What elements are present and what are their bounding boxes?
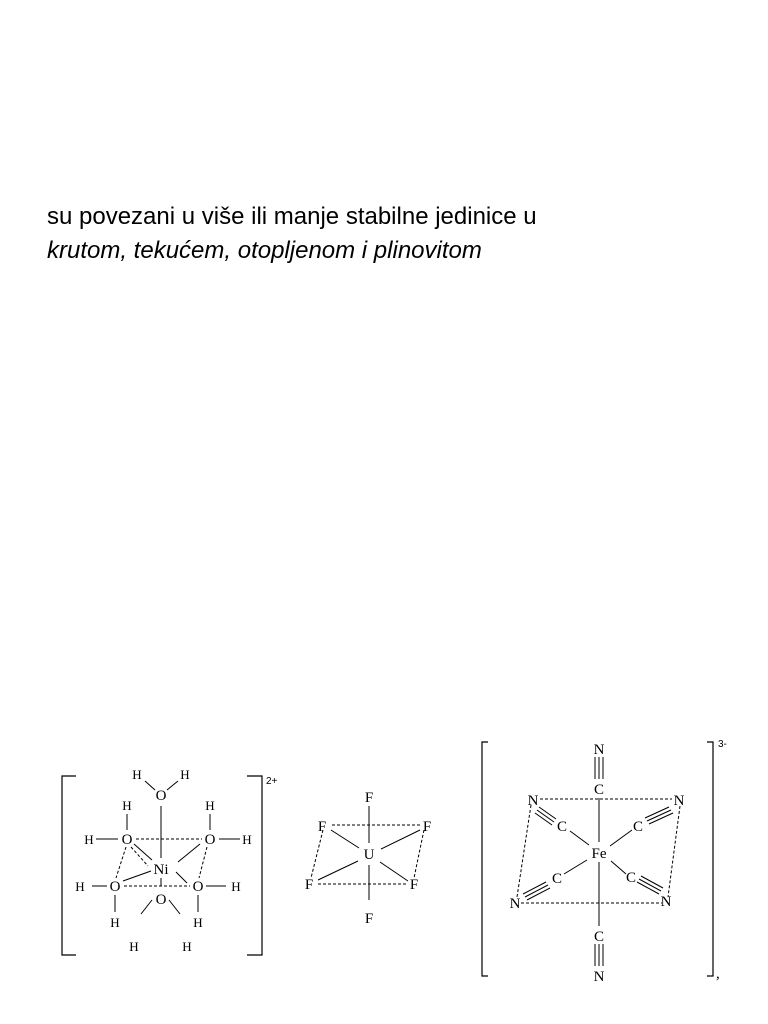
hydrogen-atom: H: [132, 767, 142, 782]
ni-atom: Ni: [153, 862, 169, 878]
fluorine-atom: F: [317, 819, 327, 835]
ni-complex: [62, 767, 278, 955]
fluorine-atom: F: [422, 819, 432, 835]
hydrogen-atom: H: [75, 879, 85, 894]
oxygen-atom: O: [155, 788, 167, 804]
hydrogen-atom: H: [180, 767, 190, 782]
oxygen-atom: O: [121, 832, 133, 848]
ni-right-bracket: [247, 776, 262, 955]
carbon-atom: C: [551, 871, 563, 887]
oxygen-atom: O: [204, 832, 216, 848]
text-line-1: su povezani u više ili manje stabilne jedinice u: [47, 203, 537, 230]
ni-charge: 2+: [266, 776, 278, 787]
fluorine-atom: F: [364, 911, 374, 927]
hydrogen-atom: H: [84, 832, 94, 847]
u-atom: U: [363, 847, 375, 863]
hydrogen-atom: H: [193, 915, 203, 930]
text-block: [47, 200, 537, 268]
nitrogen-atom: N: [593, 969, 605, 985]
nitrogen-atom: N: [660, 894, 672, 910]
fe-charge: 3-: [718, 739, 727, 750]
ni-left-bracket: [62, 776, 76, 955]
fe-left-bracket: [482, 742, 488, 976]
fluorine-atom: F: [364, 790, 374, 806]
oxygen-atom: O: [155, 892, 167, 908]
fluorine-atom: F: [409, 877, 419, 893]
hydrogen-atom: H: [122, 798, 132, 813]
coordination-complexes-diagram: [0, 730, 768, 1024]
nitrogen-atom: N: [673, 793, 685, 809]
oxygen-atom: O: [192, 879, 204, 895]
oxygen-atom: O: [109, 879, 121, 895]
nitrogen-atom: N: [509, 896, 521, 912]
fe-right-bracket: [707, 742, 713, 976]
carbon-atom: C: [593, 782, 605, 798]
carbon-atom: C: [625, 870, 637, 886]
hydrogen-atom: H: [110, 915, 120, 930]
carbon-atom: C: [632, 819, 644, 835]
hydrogen-atom: H: [182, 939, 192, 954]
carbon-atom: C: [556, 819, 568, 835]
fluorine-atom: F: [304, 877, 314, 893]
fe-complex: [482, 739, 727, 985]
hydrogen-atom: H: [129, 939, 139, 954]
hydrogen-atom: H: [242, 832, 252, 847]
hydrogen-atom: H: [205, 798, 215, 813]
u-complex: [305, 790, 431, 927]
text-line-2: krutom, tekućem, otopljenom i plinovitom: [47, 237, 482, 264]
fe-atom: Fe: [591, 846, 607, 862]
nitrogen-atom: N: [527, 793, 539, 809]
nitrogen-atom: N: [593, 742, 605, 758]
trailing-comma: ,: [716, 966, 720, 982]
carbon-atom: C: [593, 929, 605, 945]
hydrogen-atom: H: [231, 879, 241, 894]
